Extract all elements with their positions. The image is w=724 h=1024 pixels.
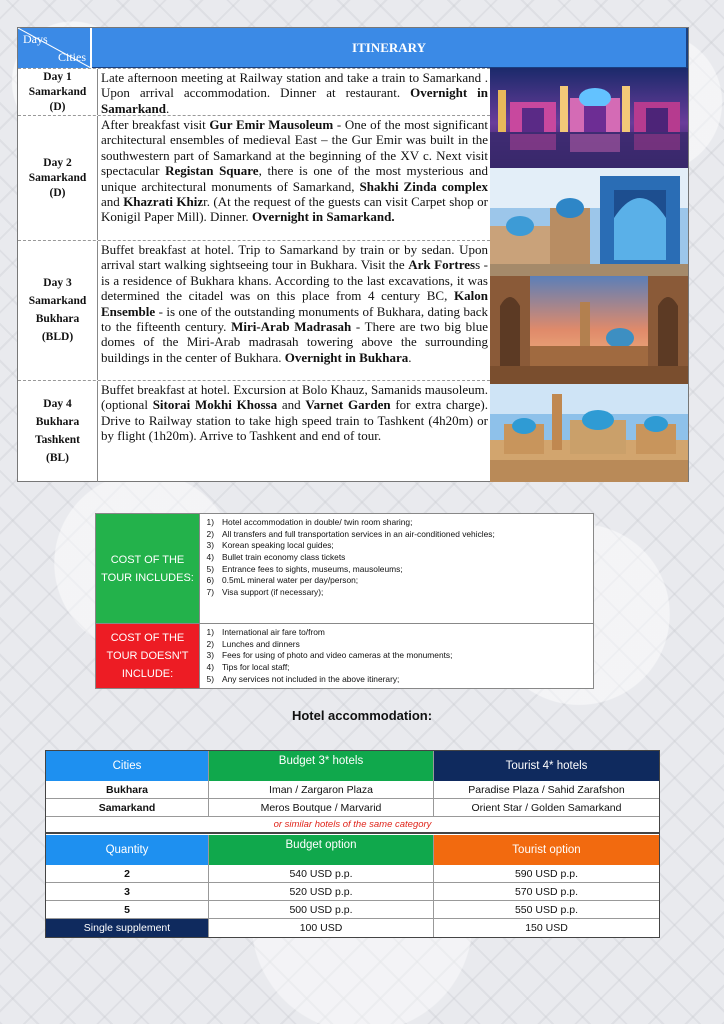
cost-item-text: Entrance fees to sights, museums, mausoleums; xyxy=(222,563,403,574)
day-label-line: Samarkand xyxy=(28,171,87,184)
highlight-text: Sitorai Mokhi Khossa xyxy=(152,397,278,413)
shakhi-zinda-photo xyxy=(490,168,688,276)
hotel-header-cities: Cities xyxy=(46,751,209,781)
cost-item-number: 6) xyxy=(206,575,214,586)
day-label-line: (BLD) xyxy=(41,331,74,343)
cost-list-item xyxy=(200,638,593,650)
single-supplement-label: Single supplement xyxy=(46,919,209,937)
day-description xyxy=(101,242,488,365)
day-label-line: Day 3 xyxy=(43,277,72,289)
day-label-line: Samarkand xyxy=(28,295,87,307)
price-tourist: 570 USD p.p. xyxy=(514,885,579,898)
day-row xyxy=(18,115,490,240)
highlight-text: Ark Fortres xyxy=(408,257,476,273)
price-header-quantity: Quantity xyxy=(46,835,209,865)
cost-item-number: 2) xyxy=(206,528,214,539)
price-row xyxy=(46,901,659,919)
cost-item-number: 5) xyxy=(206,673,214,684)
day-label-line: Samarkand xyxy=(28,85,87,98)
highlight-text: Registan Square xyxy=(165,163,259,179)
cost-item-text: Tips for local staff; xyxy=(222,661,290,672)
cost-item-text: Any services not included in the above itinerary; xyxy=(222,673,400,684)
description-text: Late afternoon meeting at Railway station and take a train to Samarkand . Upon arrival accommodation. Dinner at restaurant. xyxy=(101,70,488,101)
cost-list-item xyxy=(200,661,593,673)
cost-list-item xyxy=(200,673,593,685)
hotel-budget-name: Iman / Zargaron Plaza xyxy=(209,781,434,798)
highlight-text: Khazrati Khiz xyxy=(123,194,204,210)
bukhara-panorama-photo xyxy=(490,384,688,482)
hotel-table xyxy=(45,750,660,938)
price-budget: 500 USD p.p. xyxy=(209,901,434,918)
hotel-note: or similar hotels of the same category xyxy=(273,819,432,830)
price-tourist: 590 USD p.p. xyxy=(514,867,579,880)
days-header-label: Days xyxy=(23,32,48,46)
day-label xyxy=(18,116,98,240)
cost-item-text: Hotel accommodation in double/ twin room sharing; xyxy=(222,516,413,527)
price-header-budget: Budget option xyxy=(209,835,434,865)
cost-table xyxy=(95,513,594,689)
cost-item-number: 7) xyxy=(206,586,214,597)
highlight-text: Kalon Ensemble xyxy=(101,288,488,319)
hotel-tourist-name: Paradise Plaza / Sahid Zarafshon xyxy=(468,783,625,796)
hotel-header-budget: Budget 3* hotels xyxy=(209,751,434,781)
day-description xyxy=(101,382,488,444)
cost-item-number: 1) xyxy=(206,626,214,637)
day-label xyxy=(18,241,98,380)
cost-list-item xyxy=(200,516,593,528)
description-text: for extra charge). Drive to Railway station to take high speed train to Tashkent (4h20m) or by flight (1h20m). Arrive to Tashkent and end of tour. xyxy=(101,397,488,444)
hotel-note-row xyxy=(46,817,659,834)
day-row xyxy=(18,380,490,482)
cost-includes-list xyxy=(199,514,593,623)
cost-excludes-label: COST OF THE TOUR DOESN'T INCLUDE: xyxy=(96,624,199,688)
description-text: r. (At the request of the guests can visit Carpet shop or Konigil Paper Mill). Dinner. xyxy=(101,194,488,225)
cost-item-number: 4) xyxy=(206,661,214,672)
hotel-budget-name: Meros Boutque / Marvarid xyxy=(209,799,434,816)
highlight-text: Overnight in Samarkand. xyxy=(251,209,395,225)
registan-night-photo xyxy=(490,68,688,168)
hotel-row xyxy=(46,799,659,817)
single-supplement-budget: 100 USD xyxy=(209,919,434,937)
description-text: - There are two big blue domes of the Miri-Arab madrasah towering above the surrounding buildings in the center of Bukhara. xyxy=(101,319,488,365)
day-label-line: Bukhara xyxy=(35,313,80,325)
description-text: and xyxy=(277,397,306,413)
cost-includes-label: COST OF THE TOUR INCLUDES: xyxy=(96,514,199,623)
description-text: , there is one of the most mysterious and unique architectural monuments of Samarkand, xyxy=(101,163,488,194)
day-label xyxy=(18,69,98,115)
description-text: - One of the most significant architectural ensembles of medieval East – the Gur Emir was built in the southwestern part of Samarkand at the beginning of the XV c. Next visit spectacular xyxy=(101,117,489,179)
cost-item-number: 5) xyxy=(206,563,214,574)
day-label xyxy=(18,381,98,482)
days-cities-header-cell xyxy=(18,28,91,68)
cost-list-item xyxy=(200,626,593,638)
highlight-text: Varnet Garden xyxy=(305,397,391,413)
cost-excludes-block xyxy=(96,623,593,688)
hotel-tourist-name: Orient Star / Golden Samarkand xyxy=(471,801,622,814)
cost-includes-block xyxy=(96,514,593,623)
highlight-text: Gur Emir Mausoleum xyxy=(209,117,334,132)
description-text: . xyxy=(408,349,412,365)
description-text: - is one of the outstanding monuments of Bukhara, dating back to the fifteenth century. xyxy=(101,303,488,335)
description-text: and xyxy=(101,194,124,210)
itinerary-title: ITINERARY xyxy=(92,28,688,68)
cost-item-number: 1) xyxy=(206,516,214,527)
price-header-row xyxy=(46,835,659,865)
day-description xyxy=(101,117,488,225)
cost-list-item xyxy=(200,551,593,563)
price-quantity: 3 xyxy=(46,883,209,900)
price-header-tourist: Tourist option xyxy=(434,835,659,865)
cost-list-item xyxy=(200,574,593,586)
day-row xyxy=(18,68,490,115)
day-label-line: Bukhara xyxy=(35,416,80,428)
cost-list-item xyxy=(200,528,593,540)
cost-item-number: 3) xyxy=(206,540,214,551)
highlight-text: Overnight in Bukhara xyxy=(284,349,409,365)
cost-item-number: 3) xyxy=(206,650,214,661)
price-tourist: 550 USD p.p. xyxy=(514,903,579,916)
hotel-header-row xyxy=(46,751,659,781)
hotel-row xyxy=(46,781,659,799)
highlight-text: Shakhi Zinda complex xyxy=(359,178,488,194)
day-description xyxy=(101,70,488,116)
day-label-line: Day 4 xyxy=(43,398,72,410)
cost-item-text: Fees for using of photo and video cameras at the monuments; xyxy=(222,650,453,661)
day-label-line: (BL) xyxy=(46,452,69,464)
cost-item-text: 0.5mL mineral water per day/person; xyxy=(222,575,359,586)
description-text: Buffet breakfast at hotel. Excursion at Bolo Khauz, Samanids mausoleum. (optional xyxy=(101,382,488,413)
hotel-accommodation-title: Hotel accommodation: xyxy=(291,708,433,723)
day-label-line: Day 1 xyxy=(43,70,72,83)
cities-header-label: Cities xyxy=(57,50,86,64)
bukhara-sunset-photo xyxy=(490,276,688,384)
single-supplement-row xyxy=(46,919,659,937)
hotel-city: Bukhara xyxy=(46,781,209,798)
itinerary-photos xyxy=(490,68,690,482)
itinerary-table xyxy=(17,27,689,482)
price-row xyxy=(46,865,659,883)
cost-item-text: Bullet train economy class tickets xyxy=(222,551,346,562)
price-row xyxy=(46,883,659,901)
cost-item-text: Visa support (if necessary); xyxy=(222,586,324,597)
cost-list-item xyxy=(200,563,593,575)
itinerary-header xyxy=(18,28,688,68)
highlight-text: Overnight in Samarkand xyxy=(101,85,488,116)
day-label-line: (D) xyxy=(49,100,66,113)
hotel-header-tourist: Tourist 4* hotels xyxy=(434,751,659,781)
description-text: . xyxy=(166,100,170,116)
price-quantity: 2 xyxy=(46,865,209,882)
day-label-line: Tashkent xyxy=(35,434,80,446)
cost-item-text: Korean speaking local guides; xyxy=(222,540,334,551)
highlight-text: Miri-Arab Madrasah xyxy=(231,319,352,335)
price-budget: 540 USD p.p. xyxy=(209,865,434,882)
cost-item-text: Lunches and dinners xyxy=(222,638,300,649)
day-label-line: Day 2 xyxy=(43,156,72,169)
cost-item-number: 4) xyxy=(206,551,214,562)
price-budget: 520 USD p.p. xyxy=(209,883,434,900)
cost-list-item xyxy=(200,586,593,598)
description-text: s - is a residence of Bukhara khans. According to the last excavations, it was determined the citadel was on this place from 4 century BC, xyxy=(101,257,489,304)
description-text: Buffet breakfast at hotel. Trip to Samarkand by train or by sedan. Upon arrival start walking sightseeing tour in Bukhara. Visit the xyxy=(101,242,488,273)
cost-item-number: 2) xyxy=(206,638,214,649)
hotel-city: Samarkand xyxy=(46,799,209,816)
price-quantity: 5 xyxy=(46,901,209,918)
day-row xyxy=(18,240,490,380)
cost-list-item xyxy=(200,539,593,551)
cost-excludes-list xyxy=(199,624,593,688)
single-supplement-tourist: 150 USD xyxy=(525,922,568,934)
day-label-line: (D) xyxy=(49,186,66,199)
cost-item-text: All transfers and full transportation services in an air-conditioned vehicles; xyxy=(222,528,495,539)
cost-list-item xyxy=(200,649,593,661)
description-text: After breakfast visit xyxy=(101,117,210,132)
cost-item-text: International air fare to/from xyxy=(222,626,325,637)
